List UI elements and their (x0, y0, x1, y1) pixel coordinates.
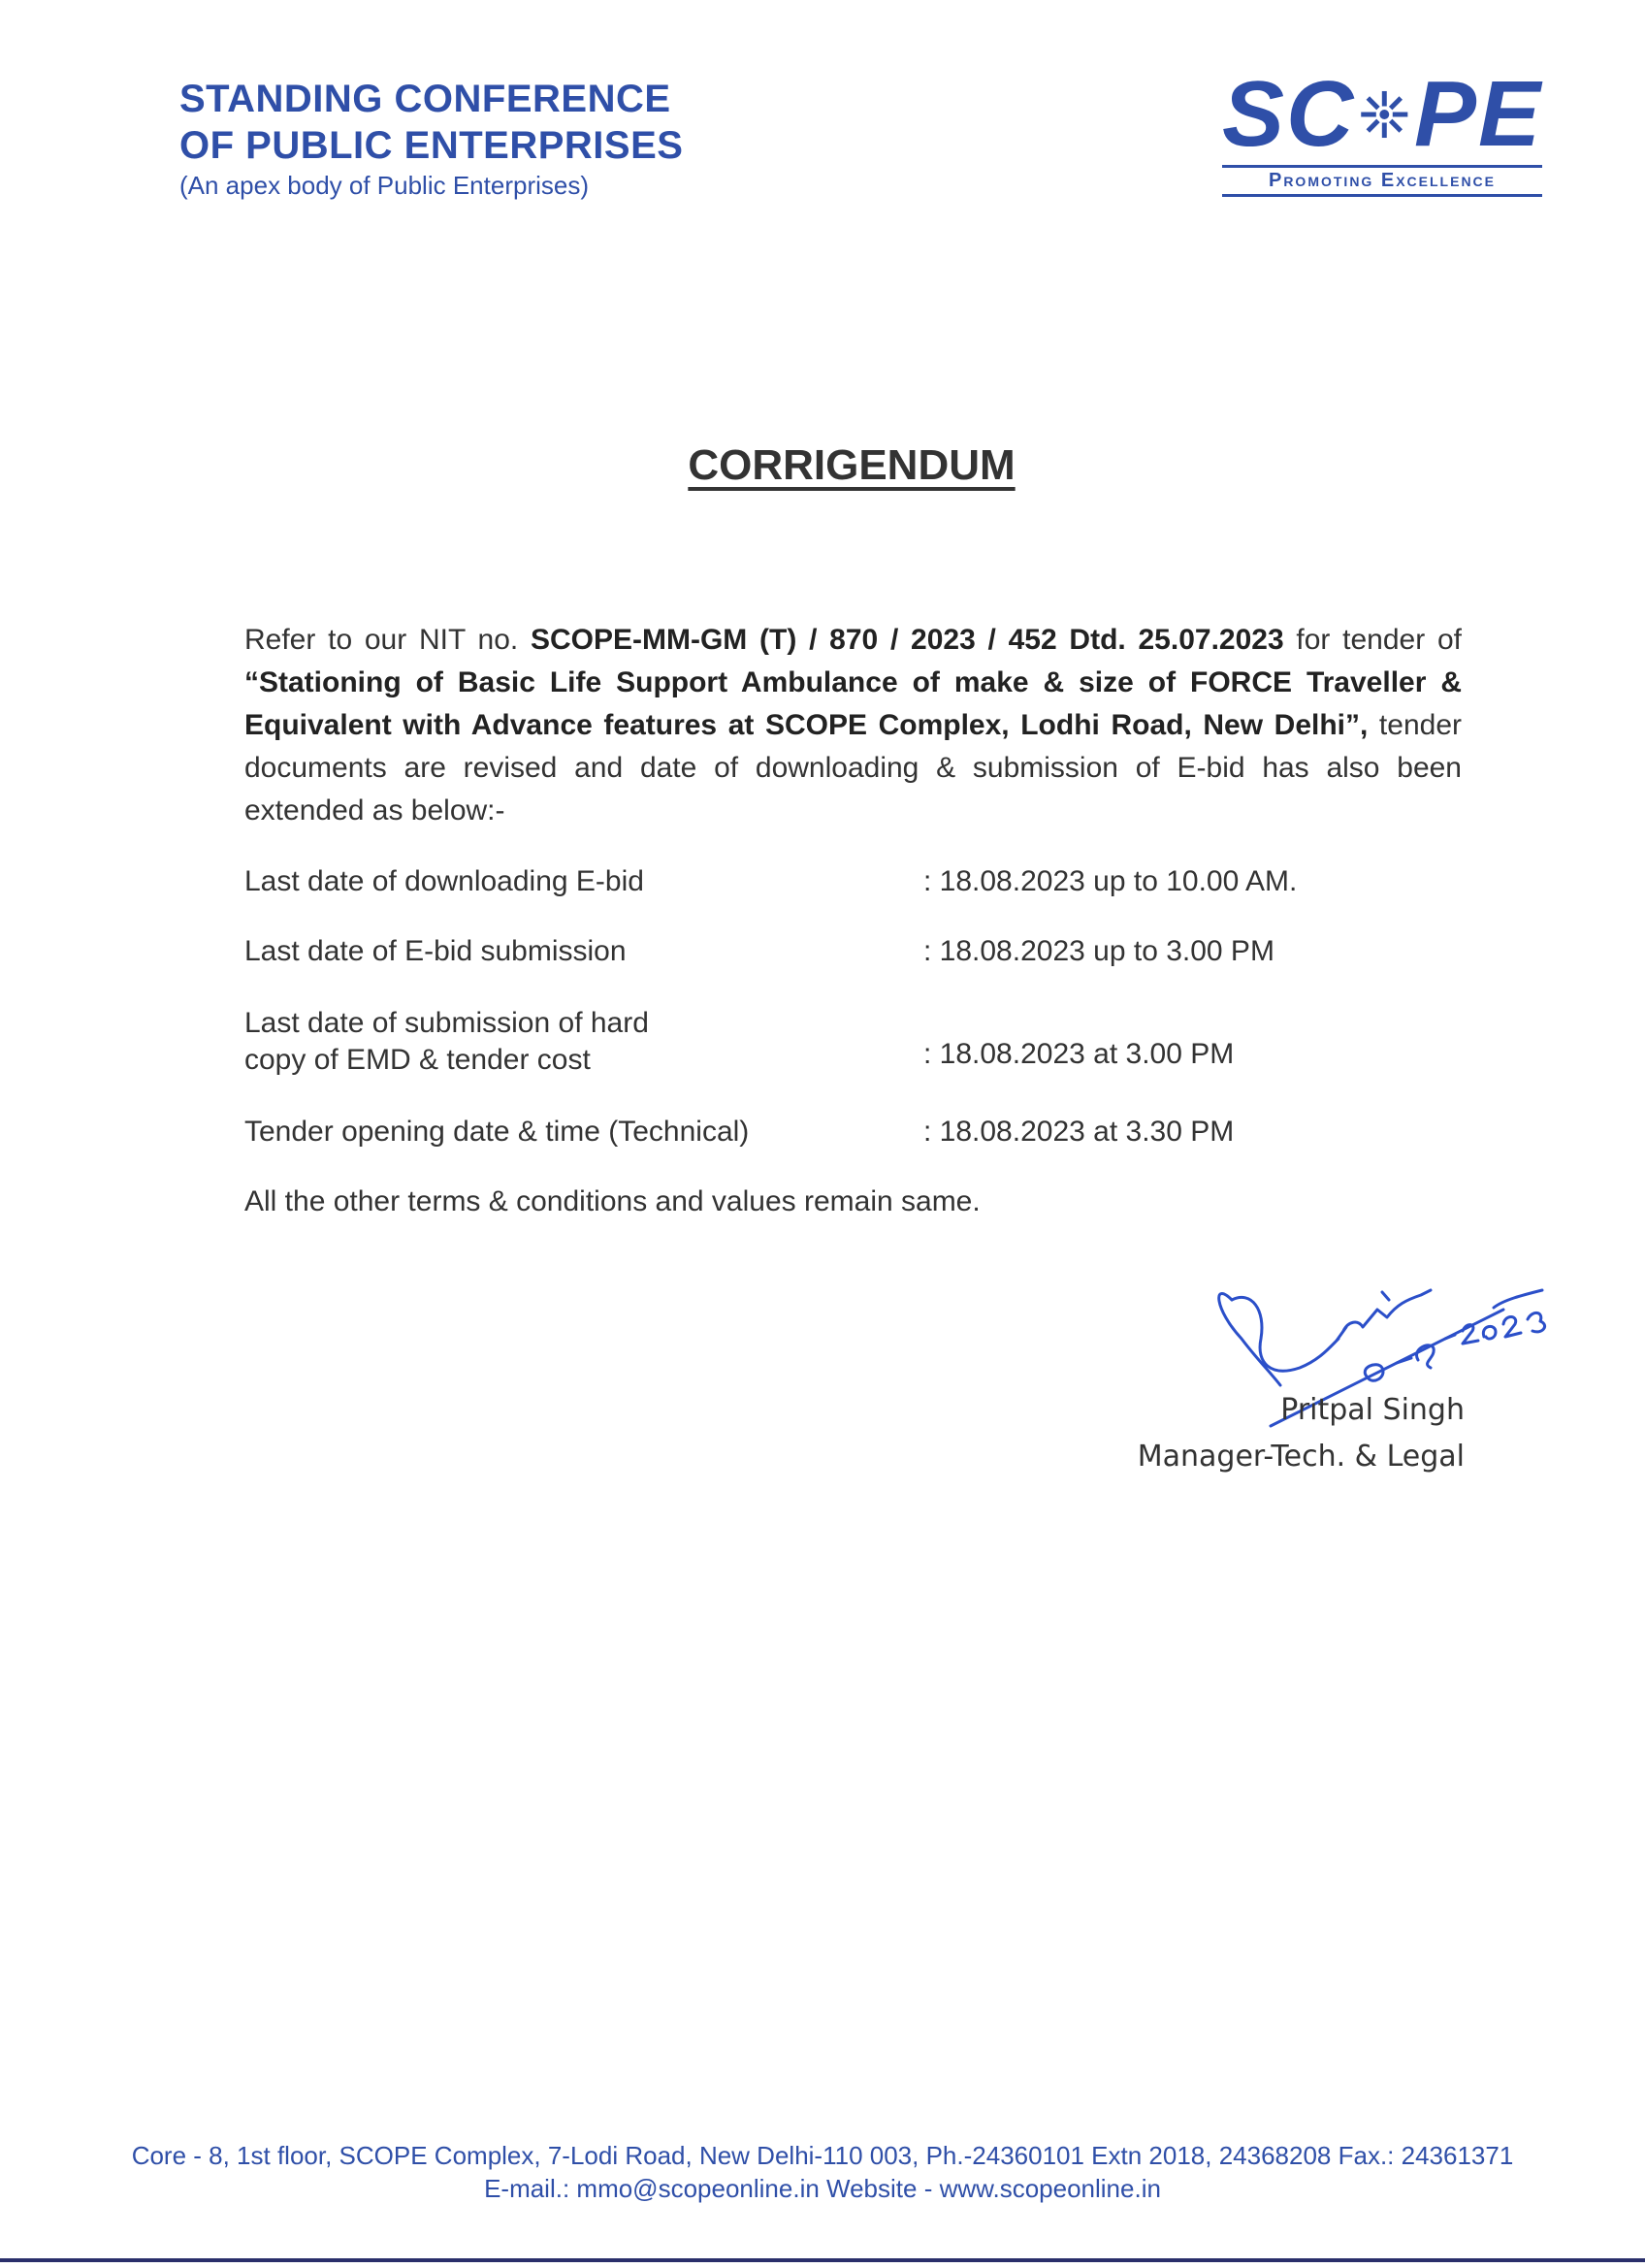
footer-contact-line: E-mail.: mmo@scopeonline.in Website - www.scopeonline.in (484, 2174, 1161, 2203)
tender-subject: “Stationing of Basic Life Support Ambulance of make & size of FORCE Traveller & Equivalent with Advance features at SCOPE Complex, Lodhi Road, New Delhi”, (244, 666, 1462, 741)
logo-text-left: SC (1222, 62, 1356, 166)
org-name-line1: STANDING CONFERENCE (179, 78, 671, 120)
schedule-label-line2: copy of EMD & tender cost (244, 1044, 591, 1076)
signatory-designation: Manager-Tech. & Legal (1137, 1440, 1465, 1474)
intro-text-2: for tender of (1283, 624, 1462, 656)
footer-address-line: Core - 8, 1st floor, SCOPE Complex, 7-Lodi Road, New Delhi-110 003, Ph.-24360101 Extn 2018, 24368208 Fax.: 24361371 (131, 2141, 1514, 2170)
schedule-value: : 18.08.2023 up to 3.00 PM (923, 935, 1274, 967)
schedule-label: Last date of E-bid submission (244, 935, 627, 967)
org-subtitle: (An apex body of Public Enterprises) (179, 171, 589, 200)
schedule-label-line1: Last date of submission of hard (244, 1007, 649, 1039)
schedule-value: : 18.08.2023 at 3.30 PM (923, 1116, 1235, 1148)
logo-emblem-icon (1357, 76, 1412, 153)
schedule-label (244, 1005, 904, 1079)
scope-logo (1222, 62, 1542, 197)
schedule-label: Last date of downloading E-bid (244, 865, 644, 897)
schedule-label: Tender opening date & time (Technical) (244, 1116, 750, 1148)
logo-wordmark (1222, 62, 1542, 166)
intro-text-1: Refer to our NIT no. (244, 624, 531, 656)
footer-address (0, 2139, 1645, 2205)
closing-remark: All the other terms & conditions and values remain same. (244, 1185, 981, 1217)
document-title: CORRIGENDUM (688, 441, 1016, 489)
org-name-line2: OF PUBLIC ENTERPRISES (179, 124, 684, 167)
schedule-value: : 18.08.2023 up to 10.00 AM. (923, 865, 1298, 897)
signature-block (1067, 1271, 1610, 1504)
logo-text-right: PE (1413, 62, 1542, 166)
schedule-value: : 18.08.2023 at 3.00 PM (923, 1038, 1235, 1070)
signatory-name: Pritpal Singh (1280, 1393, 1465, 1427)
logo-tagline: Promoting Excellence (1222, 165, 1542, 197)
organization-name-block (179, 76, 683, 202)
intro-paragraph (244, 619, 1462, 832)
nit-reference: SCOPE-MM-GM (T) / 870 / 2023 / 452 Dtd. 25.07.2023 (530, 624, 1284, 656)
handwritten-signature-icon (1212, 1271, 1600, 1455)
bottom-divider (0, 2258, 1645, 2262)
intro-text-3: tender documents are revised and date of downloading & submission of E-bid has also been extended as below:- (244, 709, 1462, 826)
